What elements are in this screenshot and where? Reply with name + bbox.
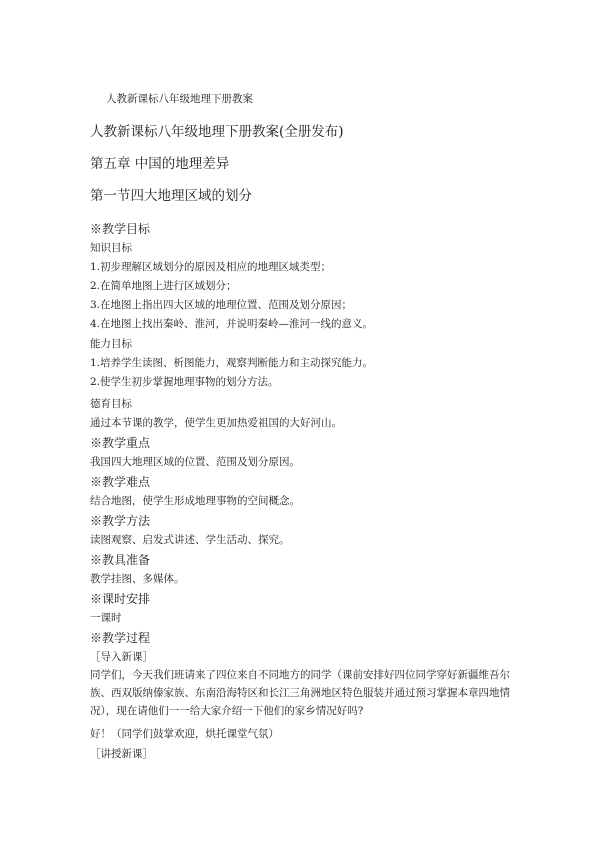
knowledge-goal-item: 1.初步理解区域划分的原因及相应的地理区域类型； [90,261,332,273]
process-heading: ※教学过程 [90,631,151,645]
moral-goals-label: 德育目标 [90,398,132,410]
ability-goals-label: 能力目标 [90,338,132,350]
key-points-heading: ※教学重点 [90,436,151,450]
document-title: 人教新课标八年级地理下册教案(全册发布) [90,124,344,140]
response-text: 好！（同学们鼓掌欢迎，烘托课堂气氛） [90,728,279,740]
ability-goal-item: 1.培养学生读图、析图能力，观察判断能力和主动探究能力。 [90,357,374,369]
difficulty-heading: ※教学难点 [90,475,151,489]
intro-label: ［导入新课］ [90,651,153,663]
knowledge-goal-item: 4.在地图上找出秦岭、淮河，并说明秦岭—淮河一线的意义。 [90,318,374,330]
section-heading: 第一节四大地理区域的划分 [90,188,252,204]
knowledge-goal-item: 3.在地图上指出四大区域的地理位置、范围及划分原因； [90,299,353,311]
knowledge-goals-label: 知识目标 [90,242,132,254]
tools-text: 教学挂图、多媒体。 [90,573,185,585]
methods-text: 读图观察、启发式讲述、学生活动、探究。 [90,534,290,546]
tools-heading: ※教具准备 [90,553,151,567]
ability-goal-item: 2.使学生初步掌握地理事物的划分方法。 [90,376,279,388]
difficulty-text: 结合地图，使学生形成地理事物的空间概念。 [90,495,300,507]
chapter-heading: 第五章 中国的地理差异 [90,156,230,172]
goals-heading: ※教学目标 [90,222,151,236]
methods-heading: ※教学方法 [90,514,151,528]
moral-goal-text: 通过本节课的教学，使学生更加热爱祖国的大好河山。 [90,417,342,429]
knowledge-goal-item: 2.在简单地图上进行区域划分； [90,280,237,292]
key-points-text: 我国四大地理区域的位置、范围及划分原因。 [90,456,300,468]
new-lesson-label: ［讲授新课］ [90,748,153,760]
schedule-heading: ※课时安排 [90,592,151,606]
running-header: 人教新课标八年级地理下册教案 [106,93,253,105]
schedule-text: 一课时 [90,612,122,624]
intro-paragraph: 同学们，今天我们班请来了四位来自不同地方的同学（课前安排好四位同学穿好新疆维吾尔族、西双版纳傣家族、东南沿海特区和长江三角洲地区特色服装并通过预习掌握本章四地情况），现在请他们一一给大家介绍一下他们的家乡情况好吗? [90,669,510,717]
